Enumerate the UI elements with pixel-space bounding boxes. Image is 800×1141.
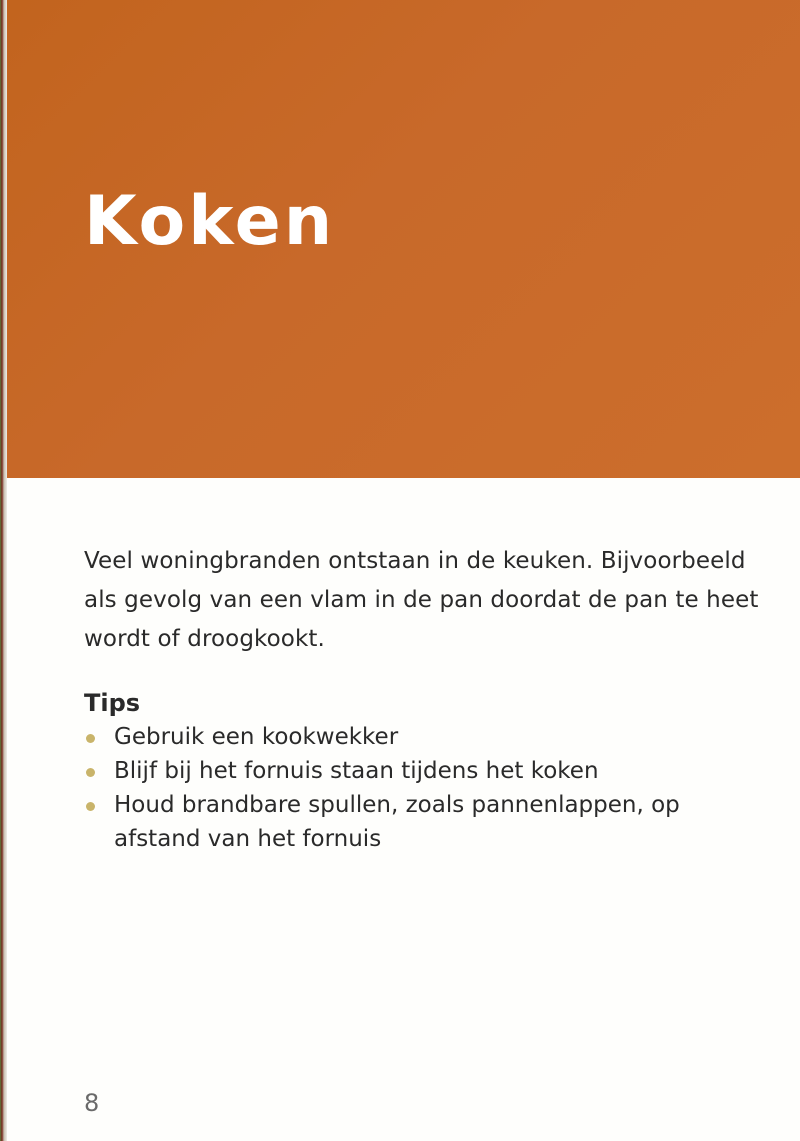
binding-edge xyxy=(0,0,7,1141)
bullet-icon xyxy=(86,802,95,811)
tip-item xyxy=(84,754,744,788)
page-number: 8 xyxy=(84,1089,100,1117)
intro-paragraph: Veel woningbranden ontstaan in de keuken. Bijvoorbeeld als gevolg van een vlam in de pan doordat de pan te heet wordt of droogkookt. xyxy=(84,548,759,652)
tips-list xyxy=(84,720,744,856)
bullet-icon xyxy=(86,734,95,743)
page-title: Koken xyxy=(84,182,336,261)
bullet-icon xyxy=(86,768,95,777)
tips-heading: Tips xyxy=(84,689,141,717)
tip-item xyxy=(84,720,744,754)
tip-text: Blijf bij het fornuis staan tijdens het koken xyxy=(114,758,599,784)
tip-text: Gebruik een kookwekker xyxy=(114,724,399,750)
tip-text: Houd brandbare spullen, zoals pannenlappen, op afstand van het fornuis xyxy=(114,792,680,852)
tip-item xyxy=(84,788,744,856)
